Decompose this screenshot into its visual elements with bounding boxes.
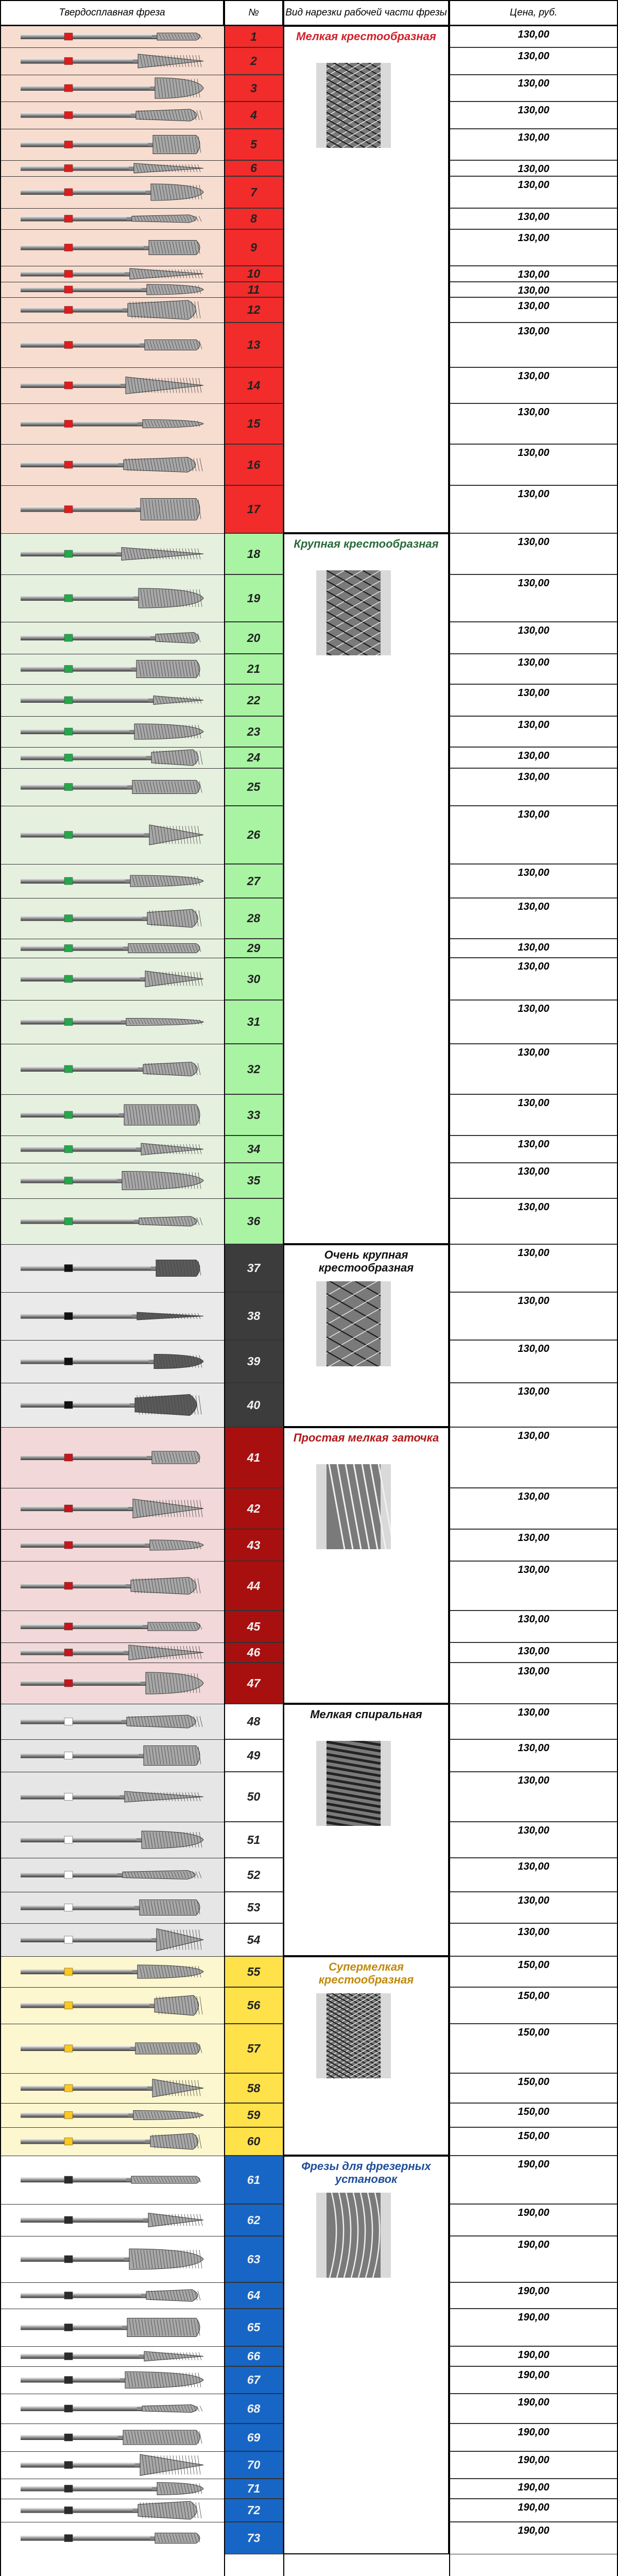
cut-pattern-image: [316, 1464, 391, 1549]
price-cell: 190,00: [449, 2282, 618, 2309]
cutter-number: 51: [224, 1822, 283, 1858]
price-cell: 150,00: [449, 2103, 618, 2127]
cutter-image: [0, 208, 224, 229]
price-cell: 130,00: [449, 1529, 618, 1561]
price-cell: 190,00: [449, 2346, 618, 2366]
cutter-image: [0, 533, 224, 574]
cutter-number: 10: [224, 266, 283, 282]
cutter-number: 63: [224, 2236, 283, 2282]
cutter-image: [0, 101, 224, 129]
cutter-image: [0, 1663, 224, 1704]
price-cell: 130,00: [449, 1163, 618, 1198]
cutter-image: [0, 2424, 224, 2451]
cutter-number: 4: [224, 101, 283, 129]
cutter-image: [0, 26, 224, 47]
cutter-image: [0, 297, 224, 323]
price-cell: 190,00: [449, 2309, 618, 2346]
price-cell: 130,00: [449, 1739, 618, 1772]
cutter-image: [0, 1383, 224, 1427]
cutter-number: 62: [224, 2204, 283, 2236]
price-cell: 130,00: [449, 75, 618, 101]
price-cell: 130,00: [449, 1198, 618, 1244]
cut-type-name: Простая мелкая заточка: [293, 1431, 439, 1444]
price-cell: 130,00: [449, 1704, 618, 1739]
cutter-image: [0, 266, 224, 282]
price-cell: 130,00: [449, 864, 618, 898]
price-cell: 190,00: [449, 2522, 618, 2554]
cutter-image: [0, 864, 224, 898]
cutter-image: [0, 574, 224, 622]
cutter-image: [0, 1427, 224, 1488]
price-cell: 190,00: [449, 2451, 618, 2479]
cutter-number: 31: [224, 1000, 283, 1044]
price-cell: 130,00: [449, 622, 618, 654]
cutter-image: [0, 1923, 224, 1956]
cutter-image: [0, 2479, 224, 2499]
price-cell: 150,00: [449, 2024, 618, 2073]
cutter-number: 65: [224, 2309, 283, 2346]
price-cell: 150,00: [449, 1956, 618, 1987]
cutter-image: [0, 1340, 224, 1383]
cutter-number: 49: [224, 1739, 283, 1772]
price-cell: 130,00: [449, 1094, 618, 1136]
price-cell: 130,00: [449, 1244, 618, 1292]
cutter-number: 26: [224, 806, 283, 864]
cutter-image: [0, 1739, 224, 1772]
cutter-image: [0, 1956, 224, 1987]
column-divider: [449, 0, 450, 2576]
price-cell: 190,00: [449, 2366, 618, 2394]
header-price: Цена, руб.: [449, 0, 618, 26]
cutter-number: 3: [224, 75, 283, 101]
cutter-number: 32: [224, 1044, 283, 1094]
cutter-number: 48: [224, 1704, 283, 1739]
price-cell: 190,00: [449, 2479, 618, 2499]
price-cell: 150,00: [449, 2127, 618, 2156]
price-cell: 130,00: [449, 1611, 618, 1642]
cut-type-name: Мелкая крестообразная: [296, 30, 436, 43]
price-cell: 150,00: [449, 1987, 618, 2024]
price-cell: 130,00: [449, 229, 618, 266]
cutter-number: 58: [224, 2073, 283, 2103]
price-cell: 190,00: [449, 2236, 618, 2282]
price-cell: 130,00: [449, 806, 618, 864]
cutter-number: 40: [224, 1383, 283, 1427]
price-cell: 190,00: [449, 2394, 618, 2424]
price-cell: 130,00: [449, 1772, 618, 1822]
cutter-image: [0, 1822, 224, 1858]
cutter-number: 19: [224, 574, 283, 622]
price-cell: 190,00: [449, 2204, 618, 2236]
cutter-number: 60: [224, 2127, 283, 2156]
cutter-number: 59: [224, 2103, 283, 2127]
price-cell: 130,00: [449, 1340, 618, 1383]
price-cell: 130,00: [449, 101, 618, 129]
cutter-number: 57: [224, 2024, 283, 2073]
cutter-number: 18: [224, 533, 283, 574]
column-divider: [283, 0, 284, 2576]
price-cell: 130,00: [449, 1000, 618, 1044]
cutter-number: 5: [224, 129, 283, 160]
cutter-number: 7: [224, 176, 283, 208]
cutter-number: 53: [224, 1892, 283, 1923]
cutter-image: [0, 1772, 224, 1822]
cutter-image: [0, 444, 224, 485]
price-cell: 130,00: [449, 1292, 618, 1340]
price-cell: 150,00: [449, 2073, 618, 2103]
cutter-number: 2: [224, 47, 283, 75]
price-cell: 130,00: [449, 208, 618, 229]
price-cell: 130,00: [449, 1642, 618, 1663]
cutter-image: [0, 2499, 224, 2522]
cut-pattern-image: [316, 63, 391, 148]
cutter-number: 20: [224, 622, 283, 654]
cutter-number: 34: [224, 1136, 283, 1163]
cutter-image: [0, 716, 224, 747]
cutter-image: [0, 1244, 224, 1292]
cutter-image: [0, 958, 224, 1000]
price-cell: 130,00: [449, 1427, 618, 1488]
price-cell: 190,00: [449, 2156, 618, 2204]
cutter-image: [0, 1987, 224, 2024]
cutter-number: 33: [224, 1094, 283, 1136]
cutter-image: [0, 939, 224, 958]
price-cell: 130,00: [449, 160, 618, 176]
cutter-number: 38: [224, 1292, 283, 1340]
cut-pattern-image: [316, 2193, 391, 2278]
cut-type-cell: [283, 1427, 449, 1704]
cutter-image: [0, 1642, 224, 1663]
cutter-number: 67: [224, 2366, 283, 2394]
cutter-image: [0, 898, 224, 939]
cutter-image: [0, 2236, 224, 2282]
cut-type-cell: [283, 533, 449, 1244]
cutter-number: 45: [224, 1611, 283, 1642]
cutter-number: 55: [224, 1956, 283, 1987]
price-cell: 130,00: [449, 266, 618, 282]
cutter-image: [0, 2103, 224, 2127]
cutter-number: 25: [224, 768, 283, 806]
cutter-number: 70: [224, 2451, 283, 2479]
cut-type-cell: [283, 1244, 449, 1427]
price-cell: 190,00: [449, 2499, 618, 2522]
cutter-image: [0, 684, 224, 716]
cutter-image: [0, 160, 224, 176]
cutter-number: 8: [224, 208, 283, 229]
cutter-image: [0, 1529, 224, 1561]
price-cell: 130,00: [449, 1488, 618, 1529]
cutter-number: 11: [224, 282, 283, 297]
cutter-image: [0, 1044, 224, 1094]
cutter-number: 24: [224, 747, 283, 768]
price-cell: 130,00: [449, 1663, 618, 1704]
cutter-image: [0, 1704, 224, 1739]
price-cell: 130,00: [449, 1383, 618, 1427]
cutter-number: 6: [224, 160, 283, 176]
cutter-number: 41: [224, 1427, 283, 1488]
cutter-image: [0, 1136, 224, 1163]
cutter-number: 9: [224, 229, 283, 266]
column-divider: [224, 0, 225, 2576]
price-cell: 130,00: [449, 47, 618, 75]
cut-type-name: Супермелкая крестообразная: [318, 1960, 414, 1986]
cutter-number: 52: [224, 1858, 283, 1892]
price-cell: 130,00: [449, 654, 618, 684]
cutter-number: 39: [224, 1340, 283, 1383]
cutter-image: [0, 2309, 224, 2346]
price-cell: 190,00: [449, 2424, 618, 2451]
cutter-image: [0, 2451, 224, 2479]
cutter-number: 37: [224, 1244, 283, 1292]
cutter-image: [0, 323, 224, 367]
header-cutter: Твердосплавная фреза: [0, 0, 224, 26]
cutter-image: [0, 2394, 224, 2424]
column-divider: [0, 0, 1, 2576]
price-cell: 130,00: [449, 684, 618, 716]
cutter-number: 13: [224, 323, 283, 367]
cutter-number: 17: [224, 485, 283, 533]
price-cell: 130,00: [449, 1822, 618, 1858]
cutter-number: 12: [224, 297, 283, 323]
cutter-number: 27: [224, 864, 283, 898]
cutter-number: 68: [224, 2394, 283, 2424]
price-cell: 130,00: [449, 1561, 618, 1611]
cutter-image: [0, 2156, 224, 2204]
price-cell: 130,00: [449, 367, 618, 403]
price-cell: 130,00: [449, 485, 618, 533]
price-cell: 130,00: [449, 939, 618, 958]
cutter-image: [0, 1000, 224, 1044]
cutter-image: [0, 47, 224, 75]
cut-type-cell: [283, 2156, 449, 2554]
cut-type-name: Очень крупная крестообразная: [318, 1248, 414, 1274]
price-cell: 130,00: [449, 1136, 618, 1163]
cutter-image: [0, 367, 224, 403]
cutter-image: [0, 1488, 224, 1529]
cut-type-cell: [283, 1704, 449, 1956]
cutter-number: 42: [224, 1488, 283, 1529]
price-cell: 130,00: [449, 1858, 618, 1892]
cutter-number: 43: [224, 1529, 283, 1561]
price-cell: 130,00: [449, 768, 618, 806]
cutter-number: 44: [224, 1561, 283, 1611]
cutter-image: [0, 1892, 224, 1923]
cutter-image: [0, 75, 224, 101]
cutter-image: [0, 747, 224, 768]
cutter-number: 35: [224, 1163, 283, 1198]
cut-pattern-image: [316, 1281, 391, 1366]
cut-type-cell: [283, 1956, 449, 2156]
cut-pattern-image: [316, 1993, 391, 2078]
price-cell: 130,00: [449, 129, 618, 160]
cutter-image: [0, 768, 224, 806]
cutter-image: [0, 2522, 224, 2554]
cutter-image: [0, 622, 224, 654]
cutter-number: 71: [224, 2479, 283, 2499]
cut-pattern-image: [316, 570, 391, 655]
price-cell: 130,00: [449, 574, 618, 622]
cutter-image: [0, 485, 224, 533]
cutter-number: 56: [224, 1987, 283, 2024]
cutter-image: [0, 129, 224, 160]
cut-type-cell: [283, 26, 449, 533]
price-cell: 130,00: [449, 282, 618, 297]
cut-type-name: Мелкая спиральная: [310, 1708, 422, 1721]
cutter-number: 36: [224, 1198, 283, 1244]
cutter-number: 50: [224, 1772, 283, 1822]
cutter-number: 66: [224, 2346, 283, 2366]
cutter-image: [0, 654, 224, 684]
cutter-number: 23: [224, 716, 283, 747]
price-cell: 130,00: [449, 747, 618, 768]
cutter-image: [0, 1198, 224, 1244]
cutter-number: 29: [224, 939, 283, 958]
cutter-number: 73: [224, 2522, 283, 2554]
cutter-image: [0, 229, 224, 266]
cut-pattern-image: [316, 1741, 391, 1826]
header-cut-type: Вид нарезки рабочей части фрезы: [283, 0, 449, 26]
cutter-image: [0, 1611, 224, 1642]
price-cell: 130,00: [449, 403, 618, 444]
price-cell: 130,00: [449, 323, 618, 367]
price-cell: 130,00: [449, 898, 618, 939]
cutter-number: 54: [224, 1923, 283, 1956]
cutter-number: 30: [224, 958, 283, 1000]
price-cell: 130,00: [449, 444, 618, 485]
cutter-image: [0, 806, 224, 864]
cutter-number: 14: [224, 367, 283, 403]
price-cell: 130,00: [449, 716, 618, 747]
price-cell: 130,00: [449, 26, 618, 47]
cutter-number: 15: [224, 403, 283, 444]
cut-type-name: Фрезы для фрезерных установок: [301, 2160, 431, 2185]
cutter-image: [0, 1858, 224, 1892]
cutter-number: 16: [224, 444, 283, 485]
cutter-image: [0, 2282, 224, 2309]
cutter-number: 61: [224, 2156, 283, 2204]
cutter-image: [0, 2127, 224, 2156]
cutter-number: 28: [224, 898, 283, 939]
cutter-image: [0, 403, 224, 444]
cutter-image: [0, 2346, 224, 2366]
cutter-image: [0, 1094, 224, 1136]
price-cell: 130,00: [449, 297, 618, 323]
price-cell: 130,00: [449, 176, 618, 208]
cutter-number: 21: [224, 654, 283, 684]
cutter-number: 69: [224, 2424, 283, 2451]
price-cell: 130,00: [449, 958, 618, 1000]
cutter-image: [0, 176, 224, 208]
cutter-number: 1: [224, 26, 283, 47]
cutter-image: [0, 2024, 224, 2073]
price-cell: 130,00: [449, 1044, 618, 1094]
price-cell: 130,00: [449, 1892, 618, 1923]
price-cell: 130,00: [449, 1923, 618, 1956]
cutter-image: [0, 1292, 224, 1340]
cutter-image: [0, 2073, 224, 2103]
cutter-image: [0, 2204, 224, 2236]
header-number: №: [224, 0, 283, 26]
cutter-number: 22: [224, 684, 283, 716]
cutter-number: 72: [224, 2499, 283, 2522]
cutter-number: 47: [224, 1663, 283, 1704]
cutter-image: [0, 2366, 224, 2394]
cut-type-name: Крупная крестообразная: [294, 537, 439, 550]
cutter-number: 46: [224, 1642, 283, 1663]
cutter-image: [0, 1163, 224, 1198]
cutter-image: [0, 282, 224, 297]
cutter-image: [0, 1561, 224, 1611]
price-cell: 130,00: [449, 533, 618, 574]
cutter-number: 64: [224, 2282, 283, 2309]
